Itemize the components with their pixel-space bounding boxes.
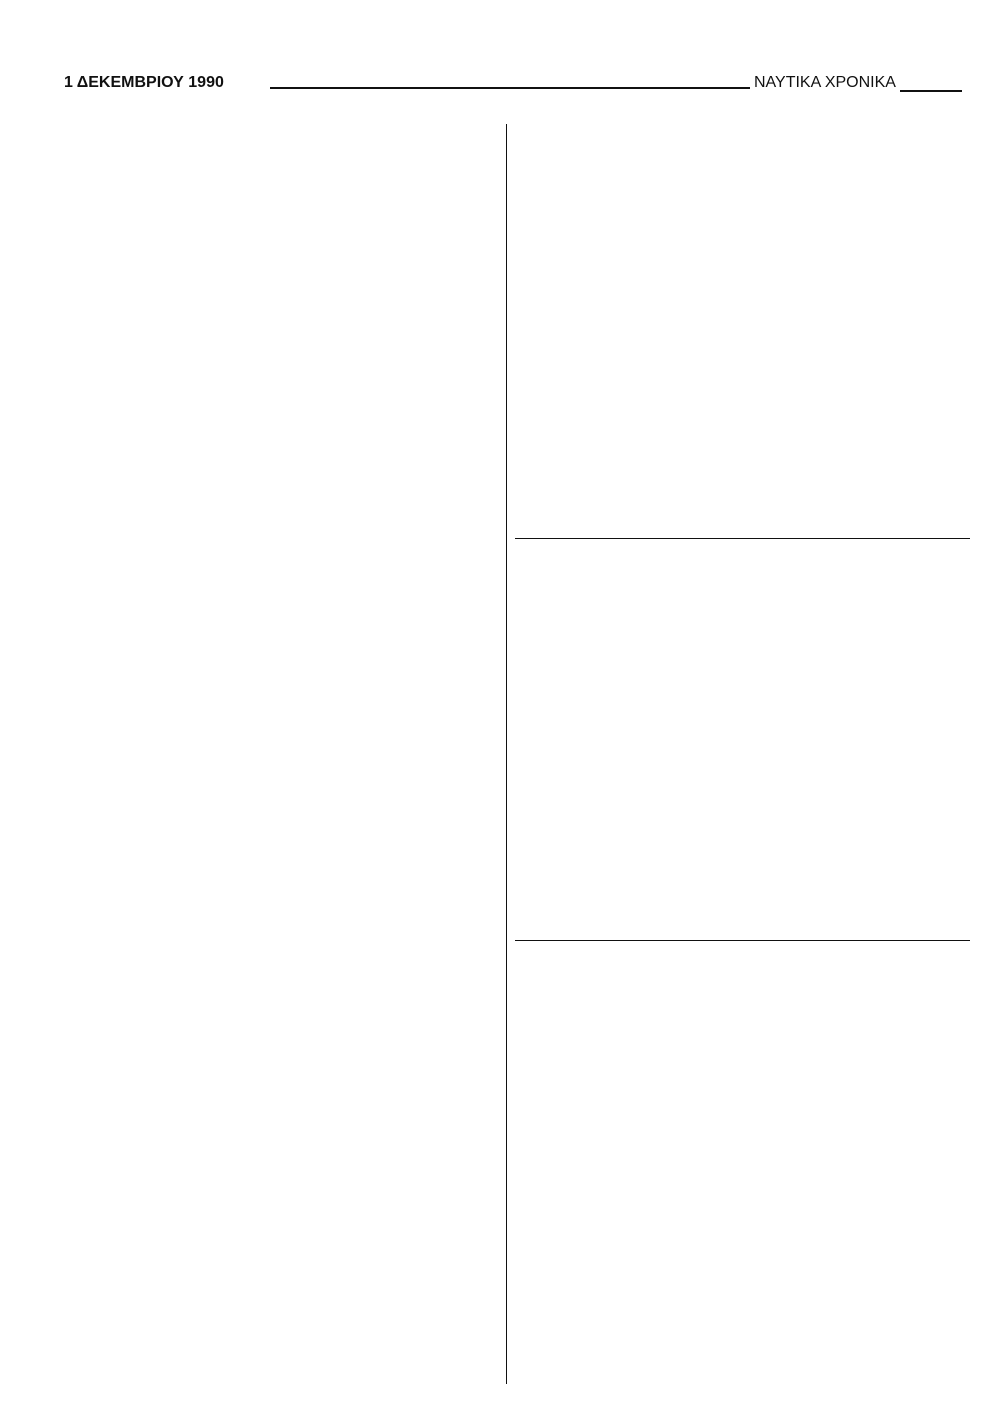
issue-date: 1 ΔΕΚΕΜΒΡΙΟΥ 1990: [64, 74, 224, 91]
newspaper-name: ΝΑΥΤΙΚΑ ΧΡΟΝΙΚΑ: [754, 74, 896, 91]
header-rule: [270, 87, 750, 89]
section-rule-right: [515, 940, 970, 941]
section-rule-right: [515, 538, 970, 539]
header-rule-right: [900, 90, 962, 92]
column-divider: [506, 124, 507, 1384]
